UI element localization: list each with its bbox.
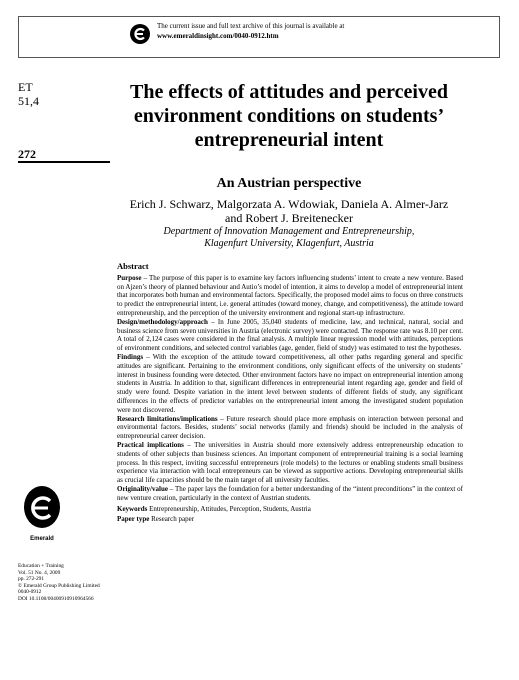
author-affiliation	[118, 226, 460, 250]
abstract-practical	[117, 441, 463, 485]
abstract	[117, 262, 463, 524]
article-subtitle: An Austrian perspective	[216, 176, 362, 191]
journal-code: ET	[18, 80, 33, 94]
biblio-issn: 0040-0912	[18, 589, 42, 596]
purpose-text: – The purpose of this paper is to examine key factors influencing students’ intent to create a new venture. Based on Ajzen’s theory of planned behaviour and Autio’s model of intention, it aims to develop a model of entrepreneurial intent that incorporates both human and environmental factors. Specifically, the proposed model aims to focus on three constructs to predict the entrepreneurial intent, i.e. general attitudes (toward money, change, and competitiveness), the attitude toward entrepreneurship, and the perception of the university environment and regional start-up infrastructure.	[117, 273, 463, 317]
paper-type-label: Paper type	[117, 515, 150, 524]
abstract-design	[117, 318, 463, 353]
emerald-small-logo-icon	[129, 23, 151, 45]
design-label: Design/methodology/approach	[117, 317, 208, 326]
journal-code-block	[18, 80, 39, 108]
article-authors	[118, 197, 460, 225]
findings-label: Findings	[117, 352, 144, 361]
abstract-findings	[117, 353, 463, 415]
journal-volume: 51,4	[18, 94, 39, 108]
emerald-logo-text: Emerald	[30, 536, 54, 542]
abstract-keywords	[117, 505, 463, 514]
purpose-label: Purpose	[117, 273, 142, 282]
paper-type-text: Research paper	[149, 515, 195, 524]
bibliographic-info	[18, 563, 110, 603]
abstract-purpose	[117, 274, 463, 318]
affiliation-line-1: Department of Innovation Management and Entrepreneurship,	[163, 226, 415, 237]
limitations-text: – Future research should place more emphasis on interaction between personal and environmental factors. Besides, students’ social networks (family and friends) should be included in the analysis of entrepreneurial career decision.	[117, 414, 463, 441]
abstract-originality	[117, 485, 463, 503]
margin-rule	[18, 161, 110, 163]
page-number: 272	[18, 147, 36, 161]
practical-text: – The universities in Austria should more extensively address entrepreneurship education to students of other subjects than business sciences. An important component of entrepreneurial training is a social learning process. In this respect, inviting successful entrepreneurs (role models) to the lectures or enabling students small business experience via interaction with local entrepreneurs can be viewed as supportive actions. Developing entrepreneurial skills as crucial life capacities should be the main target of all university faculties.	[117, 440, 463, 485]
abstract-limitations	[117, 415, 463, 441]
abstract-heading: Abstract	[117, 261, 149, 271]
originality-label: Originality/value	[117, 484, 168, 493]
archive-notice-box	[18, 16, 500, 58]
authors-line-2: and Robert J. Breitenecker	[225, 211, 353, 225]
archive-notice-text: The current issue and full text archive of this journal is available at	[157, 22, 345, 30]
keywords-label: Keywords	[117, 504, 148, 513]
emerald-logo-icon	[22, 485, 62, 533]
limitations-label: Research limitations/implications	[117, 414, 218, 423]
archive-url[interactable]: www.emeraldinsight.com/0040-0912.htm	[157, 32, 279, 40]
biblio-pages: pp. 272-291	[18, 576, 45, 583]
abstract-paper-type	[117, 515, 463, 524]
article-title: The effects of attitudes and perceived environment conditions on students’ entrepreneurial intent	[130, 81, 448, 151]
design-text: – In June 2005, 35,040 students of medicine, law, and technical, natural, social and business science from seven universities in Austria (electronic survey) were contacted. The response rate was 8.10 per cent. A total of 2,124 cases were considered in the final analysis. A multiple linear regression model with attitudes, perceptions of environment conditions, and selected control variables (age, gender, field of study) was estimated to test the hypotheses.	[117, 317, 463, 353]
biblio-journal: Education + Training	[18, 563, 64, 569]
findings-text: – With the exception of the attitude toward competitiveness, all other paths regarding general and specific attitudes are significant. Pertaining to the environment conditions, only significant effects of the university on students’ interest in business founding were detected. Other environment factors have no impact on entrepreneurial intention among students in Austria. In addition to that, significant differences in entrepreneurial intent regarding age, gender and field of study were found. Despite variation in the intent level between students of different fields of study, any significant differences in the effects of predictor variables on the entrepreneurial intent among the investigated student population were not discovered.	[117, 352, 463, 414]
biblio-copyright: © Emerald Group Publishing Limited	[18, 582, 100, 589]
biblio-volume: Vol. 51 No. 4, 2009	[18, 569, 61, 576]
affiliation-line-2: Klagenfurt University, Klagenfurt, Austria	[204, 238, 374, 249]
practical-label: Practical implications	[117, 440, 184, 449]
biblio-doi: DOI 10.1108/00400910910964566	[18, 595, 94, 602]
keywords-text: Entrepreneurship, Attitudes, Perception, Students, Austria	[147, 504, 311, 513]
authors-line-1: Erich J. Schwarz, Malgorzata A. Wdowiak, Daniela A. Almer-Jarz	[129, 197, 449, 211]
originality-text: – The paper lays the foundation for a better understanding of the “intent preconditions” in the context of new venture creation, particularly in the context of Austrian students.	[117, 484, 463, 502]
